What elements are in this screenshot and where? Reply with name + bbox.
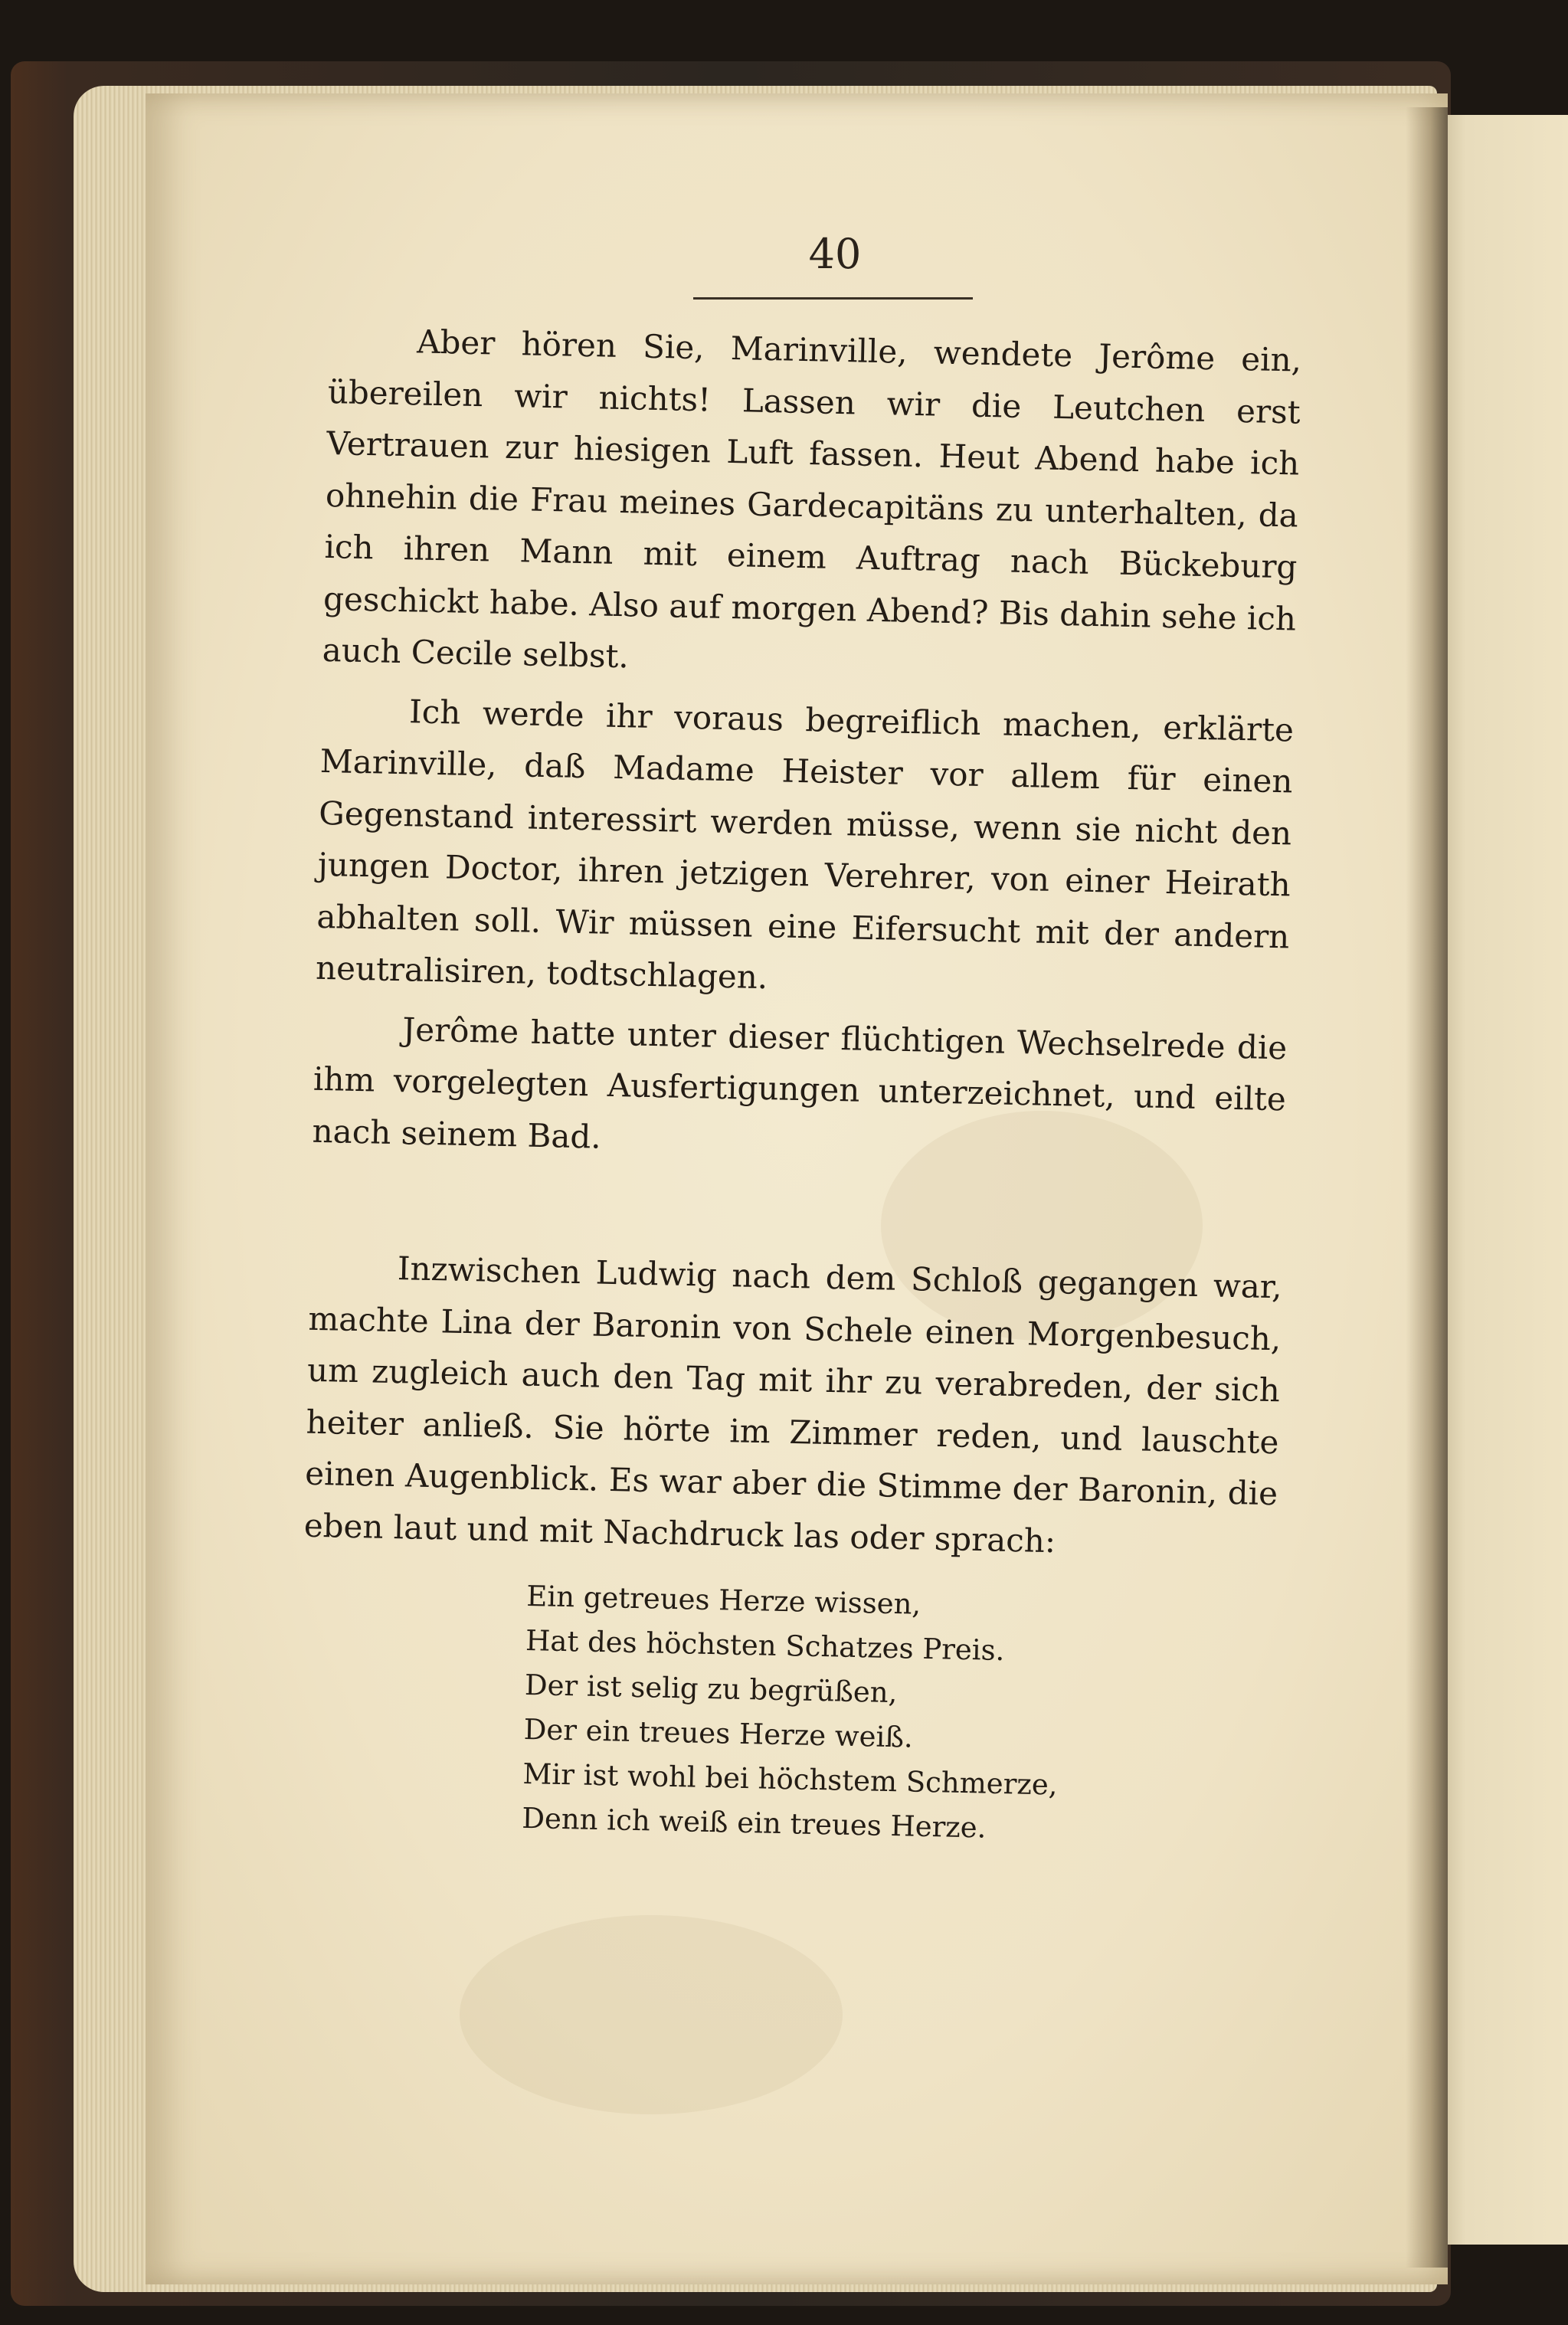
page-number: 40 [808,230,862,278]
paragraph: Jerôme hatte unter dieser flüchtigen Wechselrede die ihm vorgelegten Ausfertigungen unterzeichnet, und eilte nach seinem Bad. [312,1010,1288,1156]
paragraph: Aber hören Sie, Marinville, wendete Jerôme ein, übereilen wir nichts! Lassen wir die Leutchen erst Vertrauen zur hiesigen Luft fassen. Heut Abend habe ich ohnehin die Frau meines Gardecapitäns zu unterhalten, da ich ihren Mann mit einem Auftrag nach Bückeburg geschickt habe. Also auf morgen Abend? Bis dahin sehe ich auch Cecile selbst. [322,323,1302,676]
facing-page-edge [1440,115,1568,2245]
header-rule [693,297,973,300]
poem [522,1574,1063,1852]
body-text [303,314,1302,1571]
poem-line: Hat des höchsten Schatzes Preis. [525,1623,1005,1668]
poem-line: Denn ich weiß ein treues Herze. [521,1801,987,1845]
paragraph: Inzwischen Ludwig nach dem Schloß gegangen war, machte Lina der Baronin von Schele einen Morgenbesuch, um zugleich auch den Tag mit ihr zu verabreden, der sich heiter anließ. Sie hörte im Zimmer reden, und lauschte einen Augenblick. Es war aber die Stimme der Baronin, die eben laut und mit Nachdruck las oder sprach: [303,1249,1283,1560]
paragraph: Ich werde ihr voraus begreiflich machen, erklärte Marinville, daß Madame Heister vor allem für einen Gegenstand interessirt werden müsse, wenn sie nicht den jungen Doctor, ihren jetzigen Verehrer, von einer Heirath abhalten soll. Wir müssen eine Eifersucht mit der andern neutralisiren, todtschlagen. [315,692,1295,997]
book-gutter [1406,107,1448,2268]
poem-line: Ein getreues Herze wissen, [525,1579,921,1621]
poem-line: Der ein treues Herze weiß. [523,1712,914,1754]
paper-stain [460,1915,843,2114]
poem-line: Der ist selig zu begrüßen, [524,1668,898,1710]
poem-line: Mir ist wohl bei höchstem Schmerze, [522,1757,1058,1802]
